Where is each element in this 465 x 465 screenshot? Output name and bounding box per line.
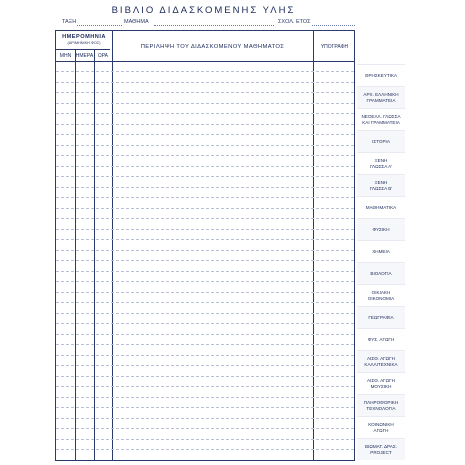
subject-tab[interactable] — [357, 108, 405, 130]
subject-field[interactable] — [154, 25, 274, 26]
header-divider — [56, 61, 354, 62]
table-row[interactable] — [56, 92, 354, 93]
subject-tab[interactable] — [357, 196, 405, 218]
subject-tab-label — [368, 290, 394, 301]
subject-tab-line: ΚΟΙΝΩΝΙΚΗ — [368, 422, 394, 428]
subject-tab-label — [364, 356, 397, 367]
subject-tab-label — [365, 444, 397, 455]
table-row[interactable] — [56, 428, 354, 429]
table-row[interactable] — [56, 281, 354, 282]
table-row[interactable] — [56, 113, 354, 114]
subject-tab[interactable] — [357, 86, 405, 108]
table-row[interactable] — [56, 418, 354, 419]
subject-tab-line: ΓΡΑΜΜΑΤΕΙΑ — [366, 97, 396, 103]
subject-tab-line: ΚΑΛΛΙΤΕΧΝΙΚΑ — [364, 361, 398, 367]
subject-tab-label — [372, 249, 390, 254]
subject-tab-label — [370, 158, 392, 169]
subject-tab-label — [361, 114, 400, 125]
subject-tab-line: ΞΕΝΗ — [374, 180, 388, 186]
table-row[interactable] — [56, 124, 354, 125]
subject-tab-line: ΤΕΧΝΟΛΟΓΙΑ — [366, 405, 396, 411]
table-row[interactable] — [56, 302, 354, 303]
table-row[interactable] — [56, 229, 354, 230]
table-row[interactable] — [56, 344, 354, 345]
subject-tab[interactable] — [357, 306, 405, 328]
table-row[interactable] — [56, 134, 354, 135]
subject-tab[interactable] — [357, 174, 405, 196]
date-subheader-divider — [56, 49, 110, 50]
table-row[interactable] — [56, 397, 354, 398]
subject-tab-line: ΜΟΥΣΙΚΗ — [370, 383, 392, 389]
subject-tab[interactable] — [357, 152, 405, 174]
subject-tab-line: ΦΥΣΙΚΗ — [372, 226, 390, 232]
year-field[interactable] — [312, 25, 355, 26]
table-row[interactable] — [56, 71, 354, 72]
day-column-header: ΗΜΕΡΑ — [75, 53, 94, 59]
subject-tab-line: ΑΡΧ. ΕΛΛΗΝΙΚΗ — [363, 92, 399, 98]
subject-tab[interactable] — [357, 130, 405, 152]
subject-tab-line: ΓΛΩΣΣΑ Β' — [369, 185, 393, 191]
table-row[interactable] — [56, 386, 354, 387]
subject-tab-line: ΟΙΚΟΝΟΜΙΑ — [367, 295, 395, 301]
lesson-log-table — [55, 30, 355, 461]
subject-tab-label — [365, 73, 397, 78]
subject-tab-line: ΠΛΗΡΟΦΟΡΙΚΗ — [363, 400, 399, 406]
subject-tab-line: ΟΙΚΙΑΚΗ — [371, 290, 391, 296]
subject-tab[interactable] — [357, 416, 405, 438]
subject-tab-line: ΘΡΗΣΚΕΥΤΙΚΑ — [364, 72, 398, 78]
class-field[interactable] — [77, 25, 122, 26]
table-row[interactable] — [56, 155, 354, 156]
table-row[interactable] — [56, 208, 354, 209]
subject-tab-line: ΝΕΟΕΛΛ. ΓΛΩΣΣΑ — [361, 114, 401, 120]
date-header: ΗΜΕΡΟΜΗΝΙΑ — [62, 34, 106, 40]
year-label: ΣΧΟΛ. ΕΤΟΣ — [278, 19, 311, 25]
subject-tab-label — [364, 400, 398, 411]
subject-tab-label — [372, 227, 389, 232]
table-row[interactable] — [56, 365, 354, 366]
table-row[interactable] — [56, 218, 354, 219]
table-row[interactable] — [56, 439, 354, 440]
subject-tab-line: ΓΛΩΣΣΑ Α' — [369, 163, 393, 169]
table-row[interactable] — [56, 260, 354, 261]
subject-tab-line: ΑΓΩΓΗ — [373, 427, 389, 433]
subject-tab-line: ΦΥΣ. ΑΓΩΓΗ — [367, 336, 395, 342]
subject-tab-line: ΓΕΩΓΡΑΦΙΑ — [368, 314, 394, 320]
table-row[interactable] — [56, 145, 354, 146]
day-hour-divider — [94, 49, 95, 460]
subject-tab[interactable] — [357, 350, 405, 372]
subject-tab-line: PROJECT — [370, 449, 392, 455]
subject-tab-label — [368, 337, 395, 342]
subject-tab-line: ΙΣΤΟΡΙΑ — [372, 138, 390, 144]
subject-tab[interactable] — [357, 240, 405, 262]
table-row[interactable] — [56, 376, 354, 377]
ledger-page — [50, 0, 357, 465]
subject-index-tabs — [357, 0, 465, 465]
subject-tab-line: ΧΗΜΕΙΑ — [372, 248, 390, 254]
class-label: ΤΑΞΗ — [62, 19, 77, 25]
table-row[interactable] — [56, 313, 354, 314]
subject-tab-line: ΑΙΣΘ. ΑΓΩΓΗ — [367, 356, 395, 362]
subject-tab[interactable] — [357, 328, 405, 350]
subject-tab[interactable] — [357, 64, 405, 86]
month-column-header: ΜΗΝ — [59, 53, 72, 59]
subject-tab-label — [372, 139, 390, 144]
table-row[interactable] — [56, 407, 354, 408]
subject-tab[interactable] — [357, 218, 405, 240]
subject-tab-line: ΒΙΟΛΟΓΙΑ — [370, 270, 392, 276]
table-row[interactable] — [56, 239, 354, 240]
signature-column-header: ΥΠΟΓΡΑΦΗ — [320, 44, 349, 50]
subject-tab-line: ΞΕΝΗ — [374, 158, 388, 164]
subject-tab-label — [370, 180, 392, 191]
table-row[interactable] — [56, 82, 354, 83]
subject-tab-label — [368, 315, 393, 320]
table-row[interactable] — [56, 355, 354, 356]
subject-tab-line: ΜΑΘΗΜΑΤΙΚΑ — [365, 204, 397, 210]
table-row[interactable] — [56, 166, 354, 167]
hour-column-header: ΩΡΑ — [97, 53, 109, 59]
subject-label: ΜΑΘΗΜΑ — [124, 19, 149, 25]
table-row[interactable] — [56, 271, 354, 272]
subject-tab-line: ΑΙΣΘ. ΑΓΩΓΗ — [367, 378, 395, 384]
subject-tab[interactable] — [357, 262, 405, 284]
table-row[interactable] — [56, 449, 354, 450]
table-row[interactable] — [56, 176, 354, 177]
table-row[interactable] — [56, 187, 354, 188]
date-subheader: (ΑΡ/ΜΗΝΙΚΗ ΦΟΣ) — [67, 41, 101, 45]
subject-tab-label — [367, 378, 395, 389]
subject-tab-line: ΚΑΙ ΓΡΑΜΜΑΤΕΙΑ — [362, 119, 400, 125]
table-row[interactable] — [56, 323, 354, 324]
month-day-divider — [75, 49, 76, 460]
subject-tab-label — [366, 205, 396, 210]
subject-tab-label — [363, 92, 398, 103]
subject-tab-label — [368, 422, 394, 433]
table-row[interactable] — [56, 334, 354, 335]
summary-column-header: ΠΕΡΙΛΗΨΗ ΤΟΥ ΔΙΔΑΣΚΟΜΕΝΟΥ ΜΑΘΗΜΑΤΟΣ — [140, 44, 285, 50]
subject-tab-label — [370, 271, 391, 276]
subject-tab[interactable] — [357, 372, 405, 394]
subject-tab[interactable] — [357, 394, 405, 416]
table-row[interactable] — [56, 250, 354, 251]
page-title: ΒΙΒΛΙΟ ΔΙΔΑΣΚΟΜΕΝΗΣ ΥΛΗΣ — [111, 5, 296, 16]
table-row[interactable] — [56, 197, 354, 198]
table-row[interactable] — [56, 292, 354, 293]
table-row[interactable] — [56, 103, 354, 104]
subject-tab-line: ΒΙΩΜΑΤ. ΔΡΑΣ. — [365, 444, 397, 450]
subject-tab[interactable] — [357, 438, 405, 460]
subject-tab[interactable] — [357, 284, 405, 306]
